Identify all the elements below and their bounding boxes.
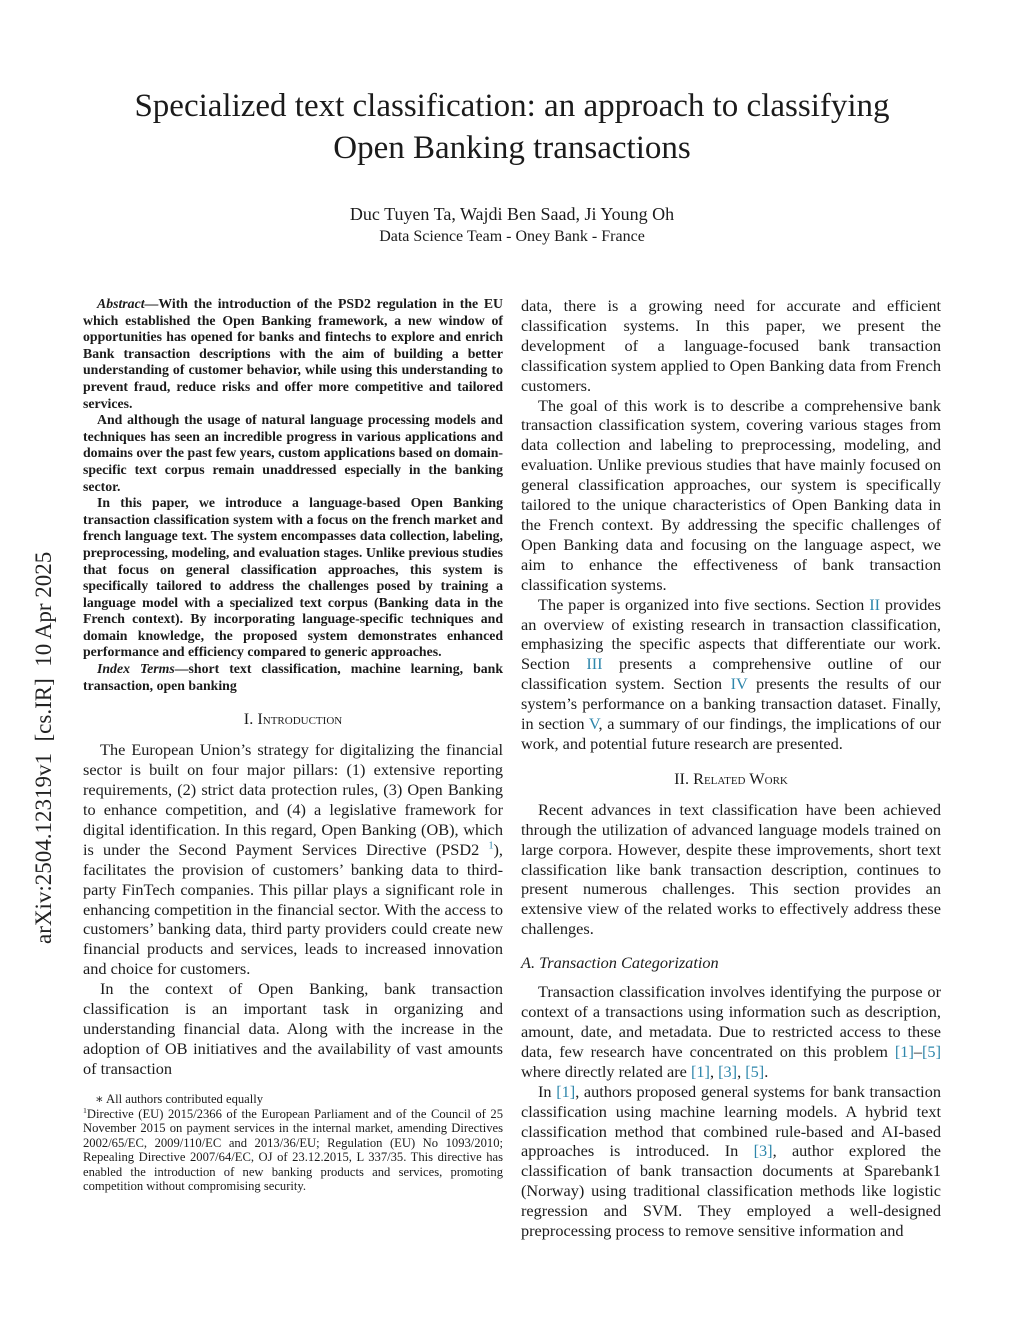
text-segment: And although the usage of natural language processing models and techniques has seen an incredible progress in various applications and domains over the past few years, custom applications based on domain-specific text corpus remain unaddressed especially in the banking sector. bbox=[83, 412, 503, 494]
citation-link[interactable]: III bbox=[586, 654, 603, 674]
citation-link[interactable]: [3] bbox=[753, 1141, 773, 1161]
index-terms bbox=[83, 661, 503, 694]
intro-paragraph-4 bbox=[521, 396, 941, 595]
intro-paragraph-2 bbox=[83, 979, 503, 1079]
citation-link[interactable]: [1] bbox=[690, 1061, 710, 1081]
footnote-directive bbox=[83, 1107, 503, 1193]
transaction-categorization-paragraph-1 bbox=[521, 982, 941, 1082]
text-segment: The European Union’s strategy for digitalizing the financial sector is built on four major pillars: (1) extensive reporting requirements, (2) strict data protection rules, (3) Open Banking to enhance competition, and (4) a legislative framework for digital identification. In this regard, Open Banking (OB), which is under the Second Payment Services Directive (PSD2 bbox=[83, 740, 503, 859]
intro-paragraph-5-outline bbox=[521, 595, 941, 754]
text-segment: Transaction classification involves identifying the purpose or context of a transactions using information such as description, amount, date, and metadata. Due to restricted access to these data, few research have concentrated on this problem bbox=[521, 982, 941, 1061]
paper-authors: Duc Tuyen Ta, Wajdi Ben Saad, Ji Young Oh bbox=[349, 203, 675, 224]
text-segment: The paper is organized into five sections. Section bbox=[538, 594, 870, 614]
text-segment: presents the results of our system’s performance on a banking transaction dataset. Finally, in section bbox=[521, 674, 941, 734]
arxiv-identifier: arXiv:2504.12319v1 [cs.IR] 10 Apr 2025 bbox=[31, 551, 56, 944]
text-segment: presents a comprehensive outline of our classification system. Section bbox=[521, 654, 941, 694]
text-segment: Abstract bbox=[97, 296, 145, 311]
section-heading-related-work: II. Related Work bbox=[674, 768, 788, 788]
text-segment: In the context of Open Banking, bank transaction classification is an important task in organizing and understanding financial data. Along with the increase in the adoption of OB initiatives and the availability of vast amounts of transaction bbox=[83, 979, 503, 1078]
abstract-paragraph-2 bbox=[83, 412, 503, 495]
citation-link[interactable]: [5] bbox=[745, 1061, 765, 1081]
citation-link[interactable]: [1] bbox=[556, 1081, 576, 1101]
text-segment: , authors proposed general systems for bank transaction classification using machine learning models. A hybrid text classification method that combined rule-based and AI-based approaches is introduced. In bbox=[521, 1081, 941, 1161]
footnotes-block bbox=[83, 1092, 503, 1194]
citation-link[interactable]: II bbox=[869, 594, 881, 614]
intro-paragraph-3-continued bbox=[521, 296, 941, 396]
text-segment: where directly related are bbox=[521, 1061, 691, 1081]
citation-link[interactable]: IV bbox=[730, 674, 748, 694]
text-segment: , bbox=[737, 1061, 746, 1081]
left-column bbox=[83, 296, 503, 1241]
citation-link[interactable]: [1] bbox=[894, 1041, 914, 1061]
text-segment: – bbox=[913, 1041, 923, 1061]
paper-affiliation: Data Science Team - Oney Bank - France bbox=[379, 227, 645, 245]
footnote-marker-link[interactable]: 1 bbox=[488, 840, 494, 852]
text-segment: Recent advances in text classification have been achieved through the utilization of advanced language models trained on large corpora. However, despite these improvements, short text classification like bank transaction description, continues to present numerous challenges. This section provides an extensive view of the related works to effectively address these challenges. bbox=[521, 799, 941, 939]
text-segment: ∗ All authors contributed equally bbox=[95, 1091, 264, 1106]
text-segment: Index Terms bbox=[97, 661, 175, 677]
text-segment: data, there is a growing need for accurate and efficient classification systems. In this paper, we present the development of a language-focused bank transaction classification system applied to Open Banking data from French customers. bbox=[521, 296, 941, 395]
text-segment: Directive (EU) 2015/2366 of the European Parliament and of the Council of 25 November 2015 on payment services in the internal market, amending Directives 2002/65/EC, 2009/110/EC and 2013/36/EU; Regulation (EU) No 1093/2010; Repealing Directive 2007/64/EC, OJ of 23.12.2015, L 337/35. This directive has enabled the introduction of new banking products and services, promoting competition without compromising security. bbox=[83, 1107, 503, 1194]
related-work-paragraph-1 bbox=[521, 800, 941, 939]
text-segment: provides an overview of existing research in transaction classification, emphasizing the specific aspects that differentiate our work. Section bbox=[521, 594, 941, 674]
footnote-equal-contribution bbox=[83, 1092, 503, 1106]
text-segment: . bbox=[764, 1061, 769, 1081]
section-heading-introduction: I. Introduction bbox=[243, 709, 343, 729]
text-segment: In this paper, we introduce a language-based Open Banking transaction classification system with a focus on the french market and french language text. The system encompasses data collection, labeling, preprocessing, modeling, and evaluation stages. Unlike previous studies that focus on general classification approaches, this system is specifically tailored to address the challenges posed by training a language model with a specialized text corpus (Banking data in the French context). By incorporating language-specific techniques and domain knowledge, the proposed system demonstrates enhanced performance and efficiency compared to generic approaches. bbox=[83, 495, 503, 660]
text-segment: In bbox=[538, 1081, 557, 1101]
title-block bbox=[112, 86, 912, 246]
subsection-heading-transaction-categorization: A. Transaction Categorization bbox=[521, 953, 719, 973]
text-segment: , a summary of our findings, the implications of our work, and potential future research are presented. bbox=[521, 714, 941, 753]
text-segment: , author explored the classification of bank transaction documents at Sparebank1 (Norway) using traditional classification methods like logistic regression and SVM. They employed a well-designed preprocessing process to remove sensitive information and bbox=[521, 1141, 941, 1241]
text-segment: ), facilitates the provision of customers’ banking data to third-party FinTech companies. This pillar plays a significant role in enhancing competition in the financial sector. With the access to customers’ banking data, third party providers could create new financial products and services, leads to increased innovation and choice for customers. bbox=[83, 839, 503, 979]
two-column-layout bbox=[83, 296, 941, 1241]
text-segment: The goal of this work is to describe a comprehensive bank transaction classification system, covering various stages from data collection and labeling to preprocessing, modeling, and evaluation. Unlike previous studies that have mainly focused on general classification approaches, our system is specifically tailored to the unique characteristics of Open Banking data in the French context. By addressing the specific challenges of Open Banking data and focusing on the language aspect, we aim to enhance the effectiveness of bank transaction classification systems. bbox=[521, 395, 941, 594]
abstract-paragraph-1 bbox=[83, 296, 503, 412]
intro-paragraph-1 bbox=[83, 740, 503, 979]
right-column bbox=[521, 296, 941, 1241]
paper-title: Specialized text classification: an approach to classifying Open Banking transactions bbox=[134, 88, 890, 166]
abstract-paragraph-3 bbox=[83, 495, 503, 661]
text-segment: —With the introduction of the PSD2 regulation in the EU which established the Open Banking framework, a new window of opportunities has opened for banks and fintechs to explore and enrich Bank transaction descriptions with the aim of building a better understanding of customer behavior, while using this understanding to prevent fraud, reduce risks and offer more competitive and tailored services. bbox=[83, 296, 503, 411]
citation-link[interactable]: [5] bbox=[922, 1041, 941, 1061]
citation-link[interactable]: [3] bbox=[718, 1061, 738, 1081]
transaction-categorization-paragraph-2 bbox=[521, 1082, 941, 1241]
citation-link[interactable]: V bbox=[588, 714, 599, 734]
text-segment: , bbox=[709, 1061, 719, 1081]
text-segment: —short text classification, machine learning, bank transaction, open banking bbox=[83, 661, 504, 693]
text-segment: 1 bbox=[83, 1105, 87, 1115]
